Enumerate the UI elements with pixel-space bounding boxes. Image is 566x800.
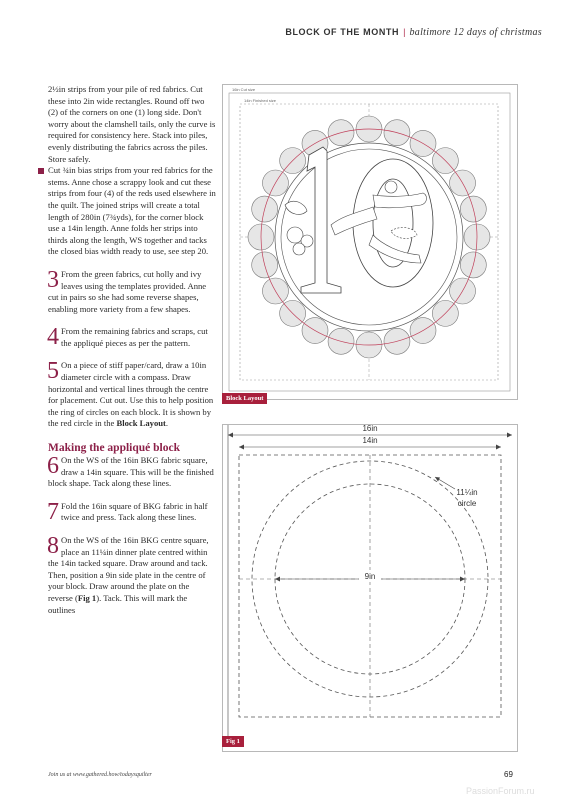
fig-1-label: Fig 1 [222, 736, 244, 747]
step-5-text [48, 360, 216, 430]
dim-9-label: 9in [364, 572, 376, 581]
page-header [285, 27, 542, 38]
step-7-text: Fold the 16in square of BKG fabric in half twice and press. Tack along these lines. [61, 500, 208, 523]
step-5-number: 5 [47, 358, 59, 385]
bullet-square-icon [38, 168, 44, 174]
footer-website: Join us at www.gathered.how/todaysquilter [48, 772, 152, 778]
section-heading: Making the appliqué block [48, 442, 180, 455]
step-6-text: On the WS of the 16in BKG fabric square, draw a 14in square. This will be the finished block shape. Tack along these lines. [48, 455, 214, 489]
watermark: PassionForum.ru [466, 786, 535, 796]
step-8-number: 8 [47, 533, 59, 559]
step-4-text: From the remaining fabrics and scraps, cut the appliqué pieces as per the pattern. [61, 326, 208, 348]
circle-size-label: 11¼in [456, 488, 478, 497]
step-4 [48, 326, 216, 349]
dim-14-label: 14in [362, 436, 378, 445]
step-7 [47, 498, 216, 525]
block-layout-reference: Block Layout [116, 418, 166, 429]
step-7-number: 7 [47, 498, 59, 525]
step-3-text: From the green fabrics, cut holly and ivy leaves using the templates provided. Anne cut in pairs so she had some reverse shapes, enabling more variety from a few shapes. [48, 268, 207, 314]
step-8-text-a: On the WS of the 16in BKG centre square, place an 11¼in dinner plate centred within the 14in tacked square. Draw around and tack. Then, position a 9in side plate in the centre of your block. Draw around the plate on the reverse ( [48, 535, 209, 603]
step-3 [47, 266, 216, 315]
instructions-column [48, 84, 216, 616]
cut-size-label: 16in Cut size [232, 87, 256, 92]
page-number: 69 [504, 770, 513, 779]
circle-word-label: circle [457, 499, 477, 508]
block-layout-label: Block Layout [222, 393, 267, 404]
step-5-text-a: On a piece of stiff paper/card, draw a 10in diameter circle with a compass. Draw horizontal and vertical lines through the centre for placement. Cut out. Use this to help position the ring of circles on each block. It is shown by the red circle in the [48, 360, 214, 429]
fig-1-panel [222, 424, 518, 752]
header-separator: | [403, 27, 406, 37]
step-6-number: 6 [47, 453, 59, 480]
step-8 [48, 535, 216, 616]
header-subtitle: baltimore 12 days of christmas [409, 27, 542, 38]
step-5 [48, 360, 216, 430]
bias-strip-bullet [48, 165, 216, 258]
step-6 [48, 455, 216, 490]
bullet-text: Cut ¾in bias strips from your red fabrics for the stems. Anne chose a scrappy look and cut these strips from four (4) of the reds used elsewhere in the quilt. The joined strips will create a total length of 280in (7¾yds), for the corner block use a 14in length. Anne folds her strips into thirds along the length, WS together and tacks the closed bias width ready to use, see step 20. [48, 165, 216, 257]
step-8-text-c: ). Tack. This will mark the outlines [48, 592, 188, 615]
block-layout-panel [222, 84, 518, 400]
fig-1-reference: Fig 1 [77, 592, 97, 603]
finished-size-label: 14in Finished size [244, 98, 277, 103]
step-4-number: 4 [47, 324, 59, 351]
dim-16-label: 16in [362, 425, 378, 433]
step-3-number: 3 [47, 266, 59, 293]
step-5-text-c: . [165, 418, 169, 429]
fig-1-diagram [223, 425, 517, 751]
block-layout-diagram [223, 85, 517, 399]
intro-paragraph: 2½in strips from your pile of red fabrics. Cut these into 2in wide rectangles. Round off two (2) of the corners on one (1) long side. Don't worry about the clamshell tails, only the curve is required for consistency here. Stack into piles, evenly distributing the fabrics across the piles. Store safely. [48, 84, 216, 164]
step-8-text [48, 535, 216, 616]
section-title: BLOCK OF THE MONTH [285, 27, 400, 37]
